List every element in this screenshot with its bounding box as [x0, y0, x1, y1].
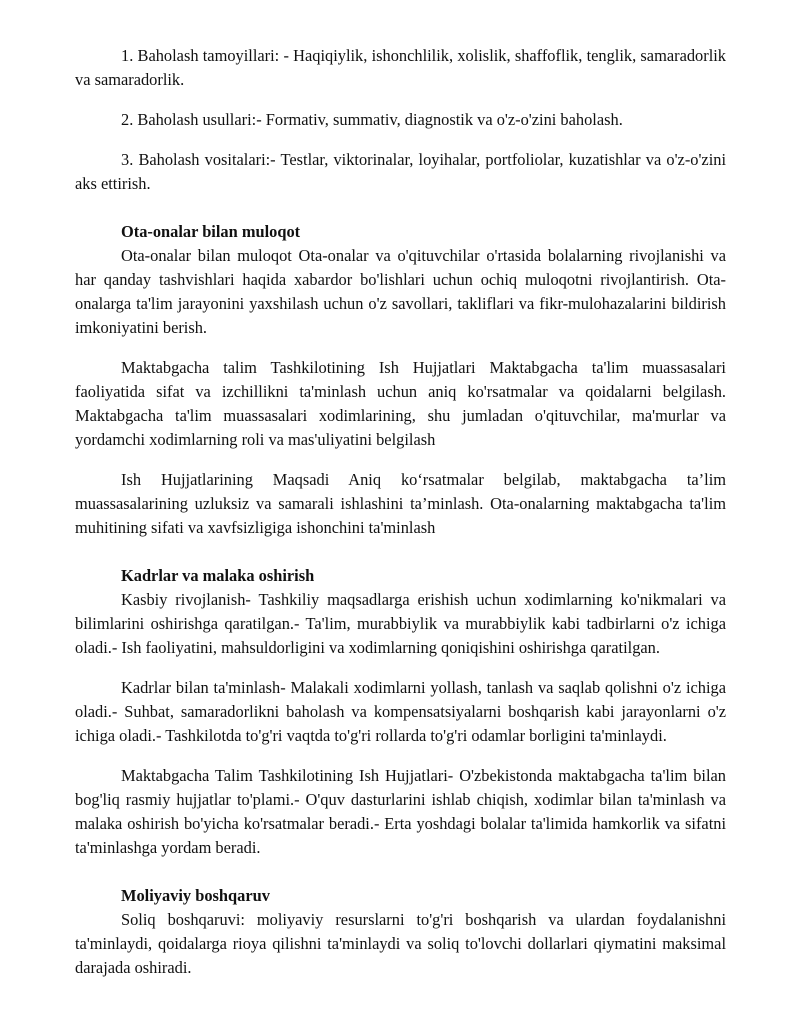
section-heading-parents: Ota-onalar bilan muloqot: [121, 222, 301, 241]
parents-paragraph-1: Ota-onalar bilan muloqot Ota-onalar va o'qituvchilar o'rtasida bolalarning rivojlanishi va har qanday tashvishlari haqida xabardor bo'lishlari uchun ochiq muloqotni rivojlantirish. Ota-onalarga ta'lim jarayonini yaxshilash uchun o'z savollari, takliflari va fikr-mulohazalarini bildirish imkoniyatini berish.: [75, 246, 726, 337]
spacer: [75, 540, 726, 564]
spacer: [75, 748, 726, 764]
spacer: [75, 340, 726, 356]
spacer: [75, 92, 726, 108]
section-heading-staff: Kadrlar va malaka oshirish: [121, 566, 315, 585]
spacer: [75, 860, 726, 884]
spacer: [75, 452, 726, 468]
document-page: [75, 44, 726, 980]
spacer: [75, 132, 726, 148]
principles-item-1: 1. Baholash tamoyillari: - Haqiqiylik, ishonchlilik, xolislik, shaffoflik, tenglik, samaradorlik va samaradorlik.: [75, 46, 726, 89]
principles-item-2: 2. Baholash usullari:- Formativ, summativ, diagnostik va o'z-o'zini baholash.: [121, 110, 623, 129]
finance-paragraph-1: Soliq boshqaruvi: moliyaviy resurslarni to'g'ri boshqarish va ulardan foydalanishni ta'minlaydi, qoidalarga rioya qilishni ta'minlaydi va soliq to'lovchi dollarlari qiymatini maksimal darajada oshiradi.: [75, 910, 726, 977]
staff-paragraph-3: Maktabgacha Talim Tashkilotining Ish Hujjatlari- O'zbekistonda maktabgacha ta'lim bilan bog'liq rasmiy hujjatlar to'plami.- O'quv dasturlarini ishlab chiqish, xodimlar bilan ta'minlash va malaka oshirish bo'yicha ko'rsatmalar beradi.- Erta yoshdagi bolalar ta'limida hamkorlik va sifatni ta'minlashga yordam beradi.: [75, 766, 726, 857]
parents-paragraph-2: Maktabgacha talim Tashkilotining Ish Hujjatlari Maktabgacha ta'lim muassasalari faoliyatida sifat va izchillikni ta'minlash uchun aniq ko'rsatmalar va qoidalarni belgilash. Maktabgacha ta'lim muassasalari xodimlarining, shu jumladan o'qituvchilar, ma'murlar va yordamchi xodimlarning roli va mas'uliyatini belgilash: [75, 358, 726, 449]
spacer: [75, 660, 726, 676]
staff-paragraph-1: Kasbiy rivojlanish- Tashkiliy maqsadlarga erishish uchun xodimlarning ko'nikmalari va bilimlarini oshirishga qaratilgan.- Ta'lim, murabbiylik va murabbiylik kabi tadbirlarni o'z ichiga oladi.- Ish faoliyatini, mahsuldorligini va xodimlarning qoniqishini oshirishga qaratilgan.: [75, 590, 726, 657]
staff-paragraph-2: Kadrlar bilan ta'minlash- Malakali xodimlarni yollash, tanlash va saqlab qolishni o'z ichiga oladi.- Suhbat, samaradorlikni baholash va kompensatsiyalarni boshqarish kabi jarayonlarni o'z ichiga oladi.- Tashkilotda to'g'ri vaqtda to'g'ri rollarda to'g'ri odamlar borligini ta'minlaydi.: [75, 678, 726, 745]
parents-paragraph-3: Ish Hujjatlarining Maqsadi Aniq ko‘rsatmalar belgilab, maktabgacha ta’lim muassasalarining uzluksiz va samarali ishlashini ta’minlash. Ota-onalarning maktabgacha ta'lim muhitining sifati va xavfsizligiga ishonchini ta'minlash: [75, 470, 726, 537]
principles-item-3: 3. Baholash vositalari:- Testlar, viktorinalar, loyihalar, portfoliolar, kuzatishlar va o'z-o'zini aks ettirish.: [75, 150, 726, 193]
section-heading-finance: Moliyaviy boshqaruv: [121, 886, 270, 905]
spacer: [75, 196, 726, 220]
